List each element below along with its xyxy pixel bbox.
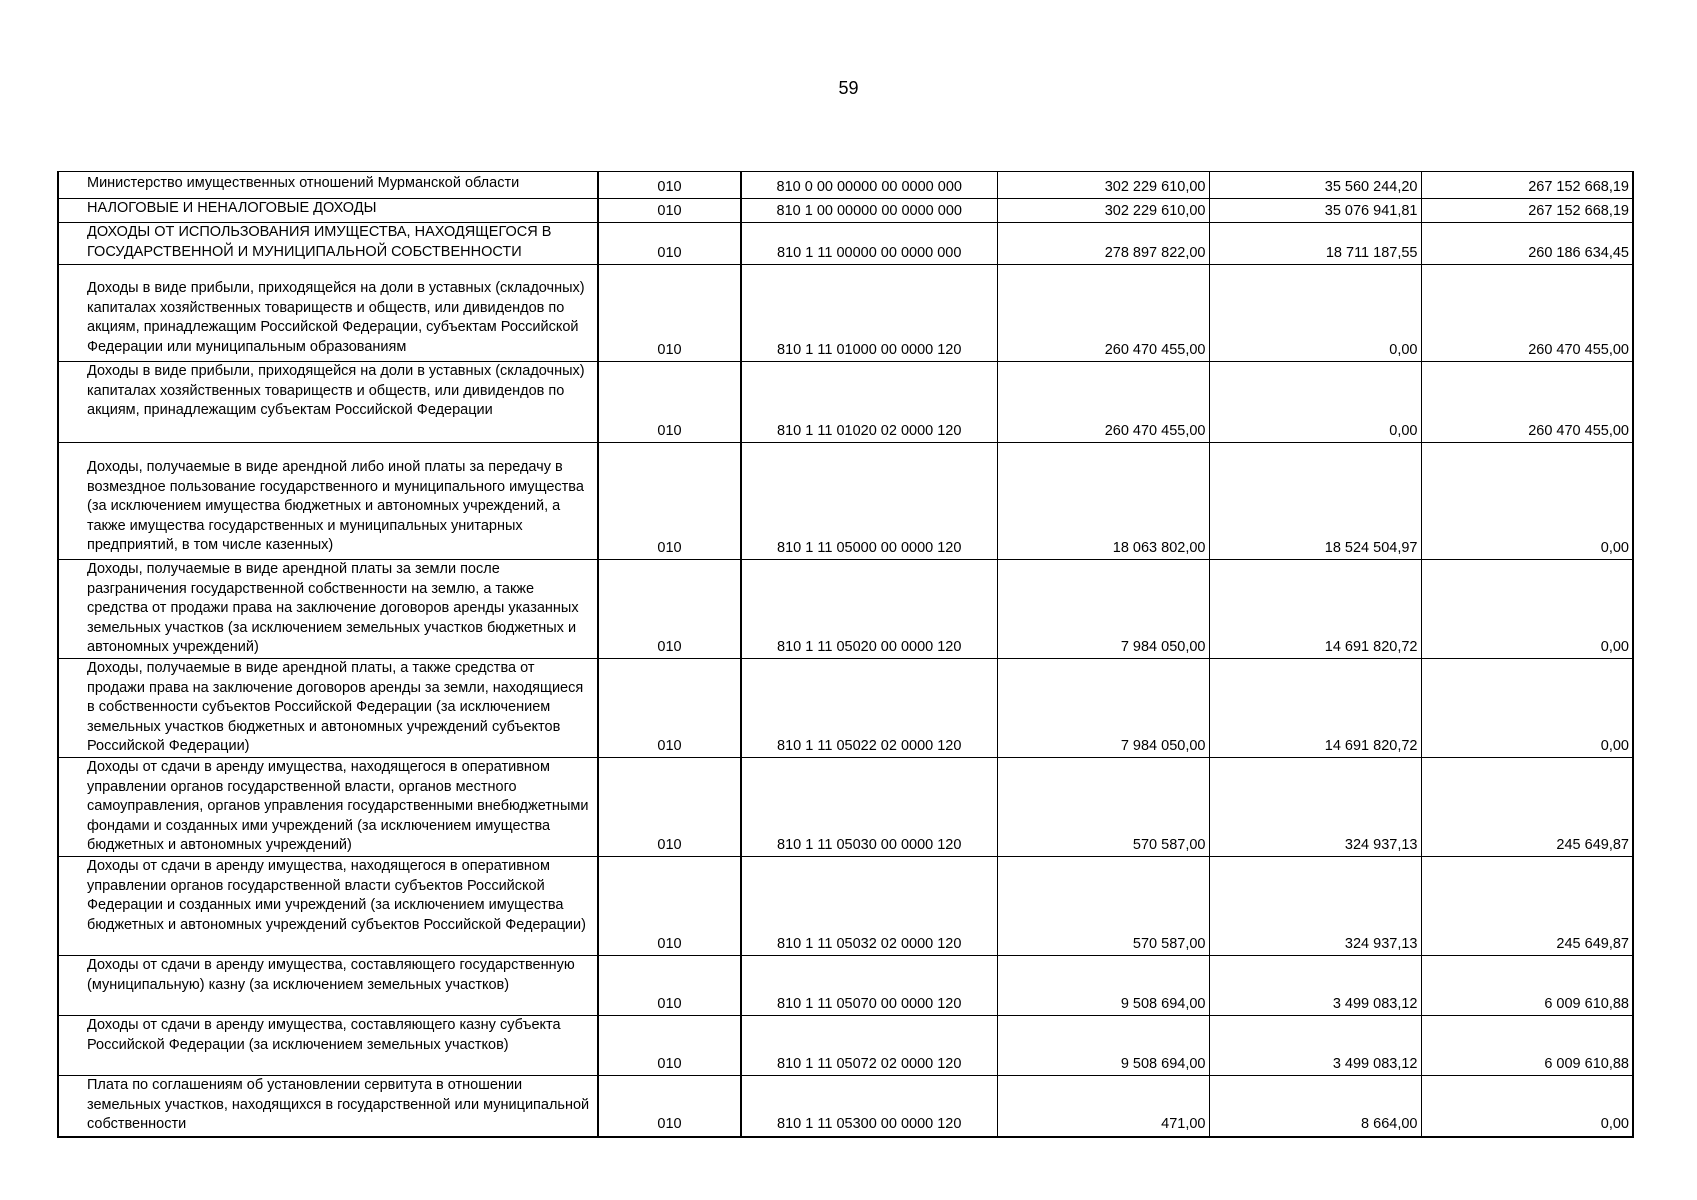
row-line-code: 010 — [598, 223, 741, 265]
row-value-2: 3 499 083,12 — [1209, 1016, 1421, 1076]
row-value-1: 18 063 802,00 — [997, 443, 1209, 560]
table-row — [58, 265, 1633, 362]
row-kbk: 810 1 11 01020 02 0000 120 — [741, 362, 997, 443]
row-name: Доходы в виде прибыли, приходящейся на доли в уставных (складочных) капиталах хозяйственных товариществ и обществ, или дивидендов по акциям, принадлежащим Российской Федерации, субъектам Российской Федерации или муниципальным образованиям — [58, 265, 598, 362]
row-line-code: 010 — [598, 1076, 741, 1137]
row-value-2: 14 691 820,72 — [1209, 659, 1421, 758]
table-row — [58, 1016, 1633, 1076]
row-value-2: 324 937,13 — [1209, 857, 1421, 956]
row-kbk: 810 1 11 05300 00 0000 120 — [741, 1076, 997, 1137]
row-value-1: 570 587,00 — [997, 758, 1209, 857]
row-kbk: 810 1 11 00000 00 0000 000 — [741, 223, 997, 265]
row-value-1: 278 897 822,00 — [997, 223, 1209, 265]
row-value-3: 260 470 455,00 — [1421, 265, 1633, 362]
row-name: Доходы, получаемые в виде арендной платы, а также средства от продажи права на заключение договоров аренды за земли, находящиеся в собственности субъектов Российской Федерации (за исключением земельных участков бюджетных и автономных учреждений субъектов Российской Федерации) — [58, 659, 598, 758]
table-row — [58, 443, 1633, 560]
row-line-code: 010 — [598, 172, 741, 199]
row-value-3: 267 152 668,19 — [1421, 199, 1633, 223]
row-value-2: 35 560 244,20 — [1209, 172, 1421, 199]
row-value-2: 8 664,00 — [1209, 1076, 1421, 1137]
row-name: Доходы от сдачи в аренду имущества, составляющего государственную (муниципальную) казну (за исключением земельных участков) — [58, 956, 598, 1016]
row-kbk: 810 1 11 05030 00 0000 120 — [741, 758, 997, 857]
table-row — [58, 172, 1633, 199]
row-name: Доходы от сдачи в аренду имущества, находящегося в оперативном управлении органов государственной власти субъектов Российской Федерации и созданных ими учреждений (за исключением имущества бюджетных и автономных учреждений субъектов Российской Федерации) — [58, 857, 598, 956]
row-name: ДОХОДЫ ОТ ИСПОЛЬЗОВАНИЯ ИМУЩЕСТВА, НАХОДЯЩЕГОСЯ В ГОСУДАРСТВЕННОЙ И МУНИЦИПАЛЬНОЙ СОБСТВЕННОСТИ — [58, 223, 598, 265]
row-value-1: 9 508 694,00 — [997, 1016, 1209, 1076]
row-value-3: 245 649,87 — [1421, 857, 1633, 956]
row-value-3: 245 649,87 — [1421, 758, 1633, 857]
row-value-1: 7 984 050,00 — [997, 659, 1209, 758]
row-line-code: 010 — [598, 758, 741, 857]
row-kbk: 810 1 11 05022 02 0000 120 — [741, 659, 997, 758]
row-line-code: 010 — [598, 1016, 741, 1076]
row-value-1: 260 470 455,00 — [997, 362, 1209, 443]
table-row — [58, 956, 1633, 1016]
table-row — [58, 1076, 1633, 1137]
row-value-1: 302 229 610,00 — [997, 199, 1209, 223]
row-value-1: 9 508 694,00 — [997, 956, 1209, 1016]
row-line-code: 010 — [598, 857, 741, 956]
revenue-table-body — [58, 172, 1633, 1137]
row-value-3: 6 009 610,88 — [1421, 1016, 1633, 1076]
row-kbk: 810 1 11 05072 02 0000 120 — [741, 1016, 997, 1076]
table-row — [58, 223, 1633, 265]
row-line-code: 010 — [598, 659, 741, 758]
row-name: Доходы от сдачи в аренду имущества, находящегося в оперативном управлении органов государственной власти, органов местного самоуправления, органов управления государственными внебюджетными фондами и созданных ими учреждений (за исключением имущества бюджетных и автономных учреждений) — [58, 758, 598, 857]
table-row — [58, 659, 1633, 758]
table-row — [58, 362, 1633, 443]
row-line-code: 010 — [598, 265, 741, 362]
row-value-2: 18 524 504,97 — [1209, 443, 1421, 560]
table-row — [58, 560, 1633, 659]
row-kbk: 810 1 11 01000 00 0000 120 — [741, 265, 997, 362]
row-value-3: 260 470 455,00 — [1421, 362, 1633, 443]
row-value-2: 0,00 — [1209, 265, 1421, 362]
row-value-3: 6 009 610,88 — [1421, 956, 1633, 1016]
row-value-2: 35 076 941,81 — [1209, 199, 1421, 223]
row-value-2: 14 691 820,72 — [1209, 560, 1421, 659]
table-row — [58, 199, 1633, 223]
row-value-1: 260 470 455,00 — [997, 265, 1209, 362]
table-row — [58, 857, 1633, 956]
row-value-2: 0,00 — [1209, 362, 1421, 443]
row-value-3: 0,00 — [1421, 659, 1633, 758]
revenue-table — [57, 171, 1634, 1138]
page-number: 59 — [838, 78, 859, 98]
row-line-code: 010 — [598, 443, 741, 560]
row-line-code: 010 — [598, 956, 741, 1016]
row-name: Доходы в виде прибыли, приходящейся на доли в уставных (складочных) капиталах хозяйственных товариществ и обществ, или дивидендов по акциям, принадлежащим субъектам Российской Федерации — [58, 362, 598, 443]
row-kbk: 810 1 11 05032 02 0000 120 — [741, 857, 997, 956]
row-value-1: 570 587,00 — [997, 857, 1209, 956]
row-value-3: 0,00 — [1421, 443, 1633, 560]
row-value-1: 471,00 — [997, 1076, 1209, 1137]
row-line-code: 010 — [598, 199, 741, 223]
table-row — [58, 758, 1633, 857]
row-kbk: 810 1 11 05070 00 0000 120 — [741, 956, 997, 1016]
row-value-1: 302 229 610,00 — [997, 172, 1209, 199]
row-value-2: 324 937,13 — [1209, 758, 1421, 857]
row-kbk: 810 0 00 00000 00 0000 000 — [741, 172, 997, 199]
row-name: Доходы от сдачи в аренду имущества, составляющего казну субъекта Российской Федерации (за исключением земельных участков) — [58, 1016, 598, 1076]
row-kbk: 810 1 11 05020 00 0000 120 — [741, 560, 997, 659]
row-kbk: 810 1 00 00000 00 0000 000 — [741, 199, 997, 223]
row-value-3: 0,00 — [1421, 560, 1633, 659]
row-name: Доходы, получаемые в виде арендной платы за земли после разграничения государственной собственности на землю, а также средства от продажи права на заключение договоров аренды указанных земельных участков (за исключением земельных участков бюджетных и автономных учреждений) — [58, 560, 598, 659]
row-name: НАЛОГОВЫЕ И НЕНАЛОГОВЫЕ ДОХОДЫ — [58, 199, 598, 223]
row-line-code: 010 — [598, 560, 741, 659]
row-value-2: 18 711 187,55 — [1209, 223, 1421, 265]
row-name: Доходы, получаемые в виде арендной либо иной платы за передачу в возмездное пользование государственного и муниципального имущества (за исключением имущества бюджетных и автономных учреждений, а также имущества государственных и муниципальных унитарных предприятий, в том числе казенных) — [58, 443, 598, 560]
row-name: Плата по соглашениям об установлении сервитута в отношении земельных участков, находящихся в государственной или муниципальной собственности — [58, 1076, 598, 1137]
row-value-3: 260 186 634,45 — [1421, 223, 1633, 265]
row-value-1: 7 984 050,00 — [997, 560, 1209, 659]
row-value-3: 267 152 668,19 — [1421, 172, 1633, 199]
row-line-code: 010 — [598, 362, 741, 443]
row-name: Министерство имущественных отношений Мурманской области — [58, 172, 598, 199]
row-value-3: 0,00 — [1421, 1076, 1633, 1137]
row-kbk: 810 1 11 05000 00 0000 120 — [741, 443, 997, 560]
row-value-2: 3 499 083,12 — [1209, 956, 1421, 1016]
